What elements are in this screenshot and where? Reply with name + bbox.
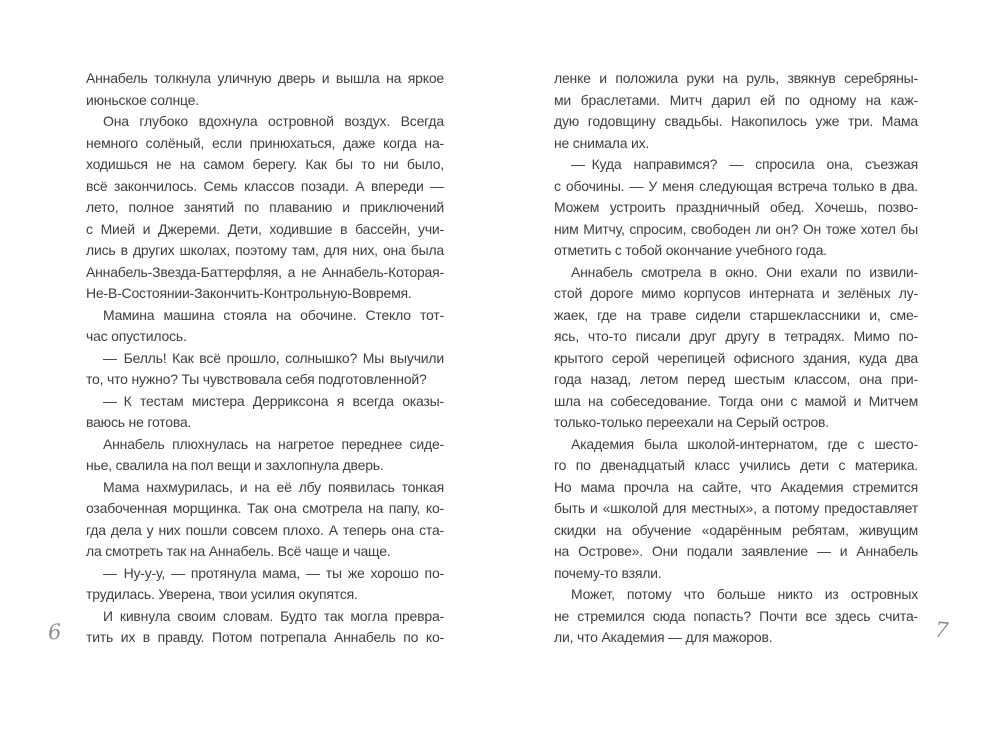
text-line: ла смотреть так на Аннабель. Всё чаще и чаще. bbox=[86, 543, 391, 559]
text-line: Она глубоко вдохнула островной воздух. Всегда bbox=[103, 113, 444, 129]
text-line: Но мама прочла на сайте, что Академия стремится bbox=[554, 478, 918, 495]
text-line: озабоченная морщинка. Так она смотрела на папу, ко- bbox=[86, 500, 444, 516]
page-number-right: 7 bbox=[933, 617, 950, 643]
text-line: трудилась. Уверена, твои усилия окупятся. bbox=[86, 586, 358, 602]
text-line: Академия была школой-интернатом, где с шесто- bbox=[571, 435, 918, 452]
page-right-text-block bbox=[554, 68, 918, 649]
text-line: Мамина машина стояла на обочине. Стекло тот- bbox=[103, 306, 444, 323]
text-line: жаек, где на траве сидели старшеклассники и, сме- bbox=[554, 306, 918, 323]
text-line: — Куда направимся? — спросила она, съезжая bbox=[571, 156, 918, 172]
text-line: дую годовщину свадьбы. Накопилось уже три. Мама bbox=[554, 113, 918, 129]
text-line: лето, полное занятий по плаванию и приключений bbox=[86, 199, 444, 215]
text-line: Аннабель плюхнулась на нагретое переднее сиде- bbox=[103, 435, 444, 452]
text-line: — Ну-у-у, — протянула мама, — ты же хорошо по- bbox=[103, 564, 444, 581]
text-line: И кивнула своим словам. Будто так могла превра- bbox=[103, 607, 444, 624]
text-line: Может, потому что больше никто из островных bbox=[571, 586, 918, 602]
text-line: го по двенадцатый класс учились дети с материка. bbox=[554, 457, 918, 473]
text-line: только-только переехали на Серый остров. bbox=[554, 414, 829, 430]
text-line: не стремился сюда попасть? Почти все здесь счита- bbox=[554, 607, 918, 624]
text-line: Аннабель толкнула уличную дверь и вышла на яркое bbox=[86, 70, 444, 86]
text-line: быть и «школой для местных», а потому предоставляет bbox=[554, 500, 918, 516]
text-line: час опустилось. bbox=[86, 328, 187, 344]
text-line: шла на собеседование. Тогда они с мамой и Митчем bbox=[554, 392, 918, 409]
text-line: Можем устроить праздничный обед. Хочешь, позво- bbox=[554, 199, 918, 215]
text-line: ли, что Академия — для мажоров. bbox=[554, 629, 773, 645]
page-right bbox=[500, 0, 1000, 750]
text-line: гда дела у них пошли совсем плохо. А теперь она ста- bbox=[86, 521, 444, 538]
text-line: то, что нужно? Ты чувствовала себя подготовленной? bbox=[86, 371, 427, 387]
text-line: ним Митчу, спросим, свободен ли он? Он тоже хотел бы bbox=[554, 220, 918, 237]
text-line: — Белль! Как всё прошло, солнышко? Мы выучили bbox=[103, 349, 444, 366]
text-line: — К тестам мистера Дерриксона я всегда оказы- bbox=[103, 392, 444, 409]
text-line: тить их в правду. Потом потрепала Аннабель по ко- bbox=[86, 629, 444, 645]
text-line: ясь, что-то писали друг другу в тетрадях. Мимо по- bbox=[554, 328, 918, 344]
page-number-left: 6 bbox=[47, 619, 63, 645]
text-line: лись в других школах, поэтому там, для них, она была bbox=[86, 242, 444, 258]
text-line: ми браслетами. Митч дарил ей по одному на каж- bbox=[554, 91, 918, 108]
text-line: ваюсь не готова. bbox=[86, 414, 192, 430]
text-line: стой дороге мимо корпусов интерната и зелёных лу- bbox=[554, 285, 918, 301]
text-line: нье, свалила на пол вещи и захлопнула дверь. bbox=[86, 457, 384, 473]
text-line: скидки на обучение «одарённым ребятам, живущим bbox=[554, 521, 918, 538]
text-line: крытого серой черепицей офисного здания, куда два bbox=[554, 349, 918, 366]
text-line: с Мией и Джереми. Дети, ходившие в бассейн, учи- bbox=[86, 220, 444, 237]
text-line: ходишься не на самом берегу. Как бы то ни было, bbox=[86, 156, 444, 172]
text-line: Мама нахмурилась, и на её лбу появилась тонкая bbox=[103, 478, 444, 495]
text-line: года назад, летом перед шестым классом, она при- bbox=[554, 371, 918, 387]
text-line: июньское солнце. bbox=[86, 91, 199, 108]
text-line: всё закончилось. Семь классов позади. А впереди — bbox=[86, 177, 444, 194]
text-line: ленке и положила руки на руль, звякнув серебряны- bbox=[554, 70, 918, 86]
text-line: Аннабель-Звезда-Баттерфляя, а не Аннабель-Которая- bbox=[86, 263, 444, 280]
page-left-text-block bbox=[86, 68, 444, 649]
text-line: немного солёный, если принюхаться, даже когда на- bbox=[86, 134, 444, 151]
text-line: Аннабель смотрела в окно. Они ехали по извили- bbox=[571, 263, 918, 280]
text-line: с обочины. — У меня следующая встреча только в два. bbox=[554, 177, 918, 194]
text-line: отметить с тобой окончание учебного года. bbox=[554, 242, 827, 258]
text-line: не снимала их. bbox=[554, 134, 650, 151]
text-line: почему-то взяли. bbox=[554, 564, 662, 581]
text-line: Не-В-Состоянии-Закончить-Контрольную-Вовремя. bbox=[86, 285, 412, 301]
text-line: на Острове». Они подали заявление — и Аннабель bbox=[554, 543, 918, 559]
